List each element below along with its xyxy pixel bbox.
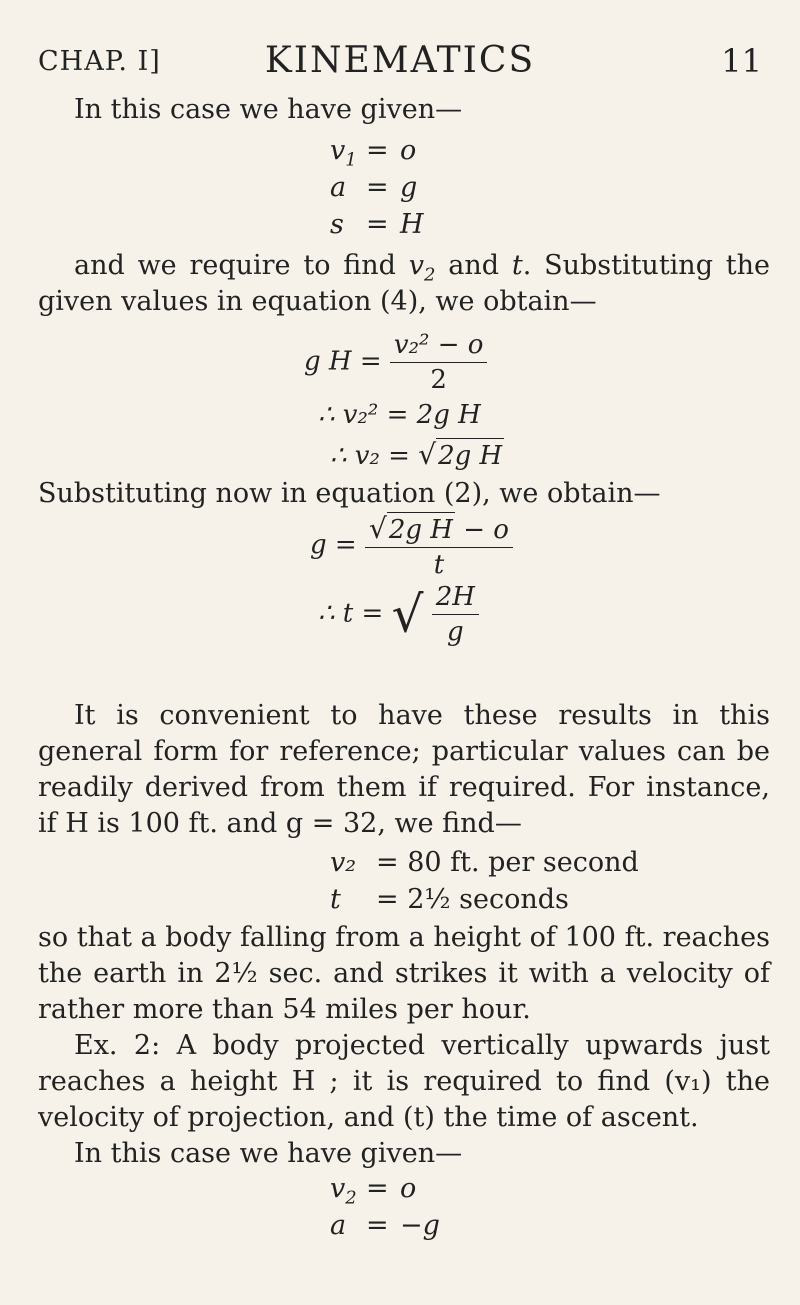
paragraph-require: and we require to find $v_2$ and t. Substituting the given values in equation (4), we obtain— <box>38 250 770 317</box>
chapter-label: CHAP. I] <box>38 46 161 77</box>
paragraph-convenient: It is convenient to have these results in this general form for reference; particular values can be readily derived from them if required. For instance, if H is 100 ft. and g = 32, we find— <box>38 700 770 839</box>
paragraph-substituting: Substituting now in equation (2), we obtain— <box>38 478 661 509</box>
intro-given-2: In this case we have given— <box>74 1138 463 1169</box>
results-values <box>330 844 639 918</box>
result-row: t = 2½ seconds <box>330 884 569 915</box>
fraction: $\frac{2H}{g}$ <box>432 582 479 647</box>
result-row: v₂ = 80 ft. per second <box>330 847 639 878</box>
equation-v2-squared: ∴ v₂² = 2g H <box>318 400 481 430</box>
given-row: $v_1 = o$ <box>330 135 417 171</box>
equation-v2: ∴ v₂ = √2g H <box>330 438 503 471</box>
paragraph-falling: so that a body falling from a height of 100 ft. reaches the earth in 2½ sec. and strikes it with a velocity of rather more than 54 miles per hour. <box>38 922 770 1025</box>
given-values-2 <box>330 1170 440 1244</box>
page-title: KINEMATICS <box>264 40 536 81</box>
equation-g: g = $\frac{\text{√2g H − o}}{t}$ <box>310 512 513 580</box>
fraction: $\frac{\text{√2g H − o}}{t}$ <box>365 512 513 580</box>
fraction: $\frac{\text{v₂² − o}}{2}$ <box>390 330 488 395</box>
paragraph-example-2: Ex. 2: A body projected vertically upwards just reaches a height H ; it is required to find (v₁) the velocity of projection, and (t) the time of ascent. <box>38 1030 770 1133</box>
given-row: a = −g <box>330 1210 440 1241</box>
given-row: s = H <box>330 209 424 240</box>
given-row: a = g <box>330 172 418 203</box>
given-values-1 <box>330 132 424 243</box>
equation-t: ∴ t = √ $\frac{2H}{g}$ <box>318 582 479 647</box>
intro-given-1: In this case we have given— <box>74 94 463 125</box>
equation-gH: g H = $\frac{\text{v₂² − o}}{2}$ <box>304 330 487 395</box>
given-row: $v_2 = o$ <box>330 1173 417 1209</box>
running-header <box>38 40 762 84</box>
page-number: 11 <box>721 42 762 80</box>
